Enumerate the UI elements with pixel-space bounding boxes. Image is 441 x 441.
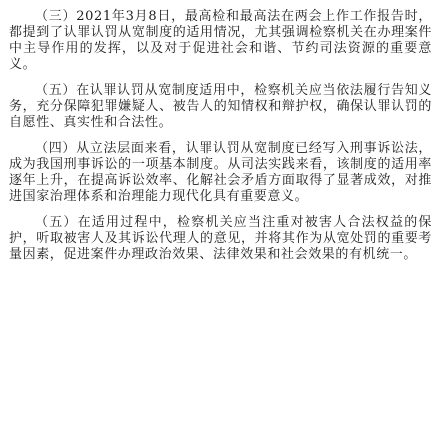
paragraph-2: （五）在认罪认罚从宽制度适用中，检察机关应当依法履行告知义务，充分保障犯罪嫌疑人、被告人的知情权和辩护权，确保认罪认罚的自愿性、真实性和合法性。 bbox=[9, 83, 432, 130]
paragraph-3: （四）从立法层面来看，认罪认罚从宽制度已经写入刑事诉讼法，成为我国刑事诉讼的一项基本制度。从司法实践来看，该制度的适用率逐年上升，在提高诉讼效率、化解社会矛盾方面取得了显著成效，对推进国家治理体系和治理能力现代化具有重要意义。 bbox=[9, 141, 432, 204]
paragraph-4: （五）在适用过程中，检察机关应当注重对被害人合法权益的保护，听取被害人及其诉讼代理人的意见，并将其作为从宽处罚的重要考量因素，促进案件办理政治效果、法律效果和社会效果的有机统一。 bbox=[9, 215, 432, 262]
paragraph-1: （三）2021年3月8日，最高检和最高法在两会上作工作报告时，都提到了认罪认罚从宽制度的适用情况，尤其强调检察机关在办理案件中主导作用的发挥，以及对于促进社会和谐、节约司法资源的重要意义。 bbox=[9, 9, 432, 72]
